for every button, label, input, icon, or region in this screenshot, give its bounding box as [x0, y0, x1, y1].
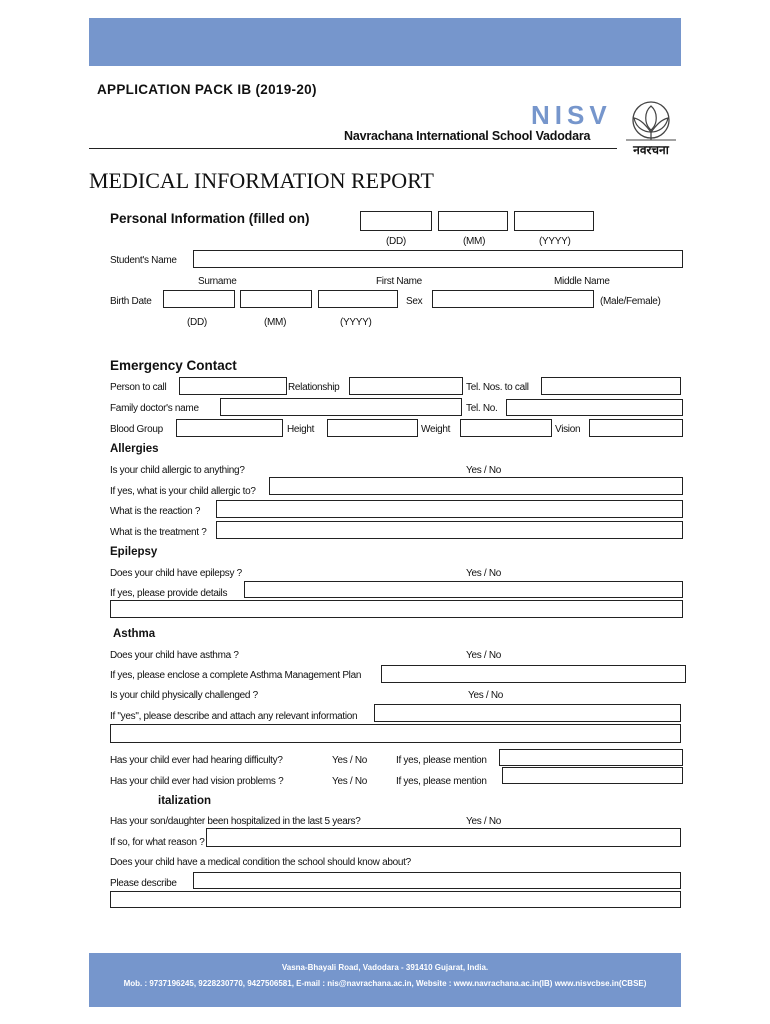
- asthma-yes-no[interactable]: Yes / No: [466, 650, 502, 661]
- relationship-field[interactable]: [349, 377, 463, 395]
- logo-script: नवरचना: [633, 143, 669, 157]
- students-name-label: Student's Name: [110, 255, 177, 266]
- first-name-label: First Name: [376, 276, 422, 287]
- epilepsy-details-label: If yes, please provide details: [110, 588, 228, 599]
- sex-field[interactable]: [432, 290, 594, 308]
- blood-group-field[interactable]: [176, 419, 283, 437]
- asthma-heading: Asthma: [113, 628, 156, 640]
- surname-label: Surname: [198, 276, 237, 287]
- birth-dd-label: (DD): [187, 317, 207, 328]
- hearing-question: Has your child ever had hearing difficulty?: [110, 755, 283, 766]
- students-name-field[interactable]: [193, 250, 683, 268]
- birth-date-label: Birth Date: [110, 296, 152, 307]
- height-field[interactable]: [327, 419, 418, 437]
- allergic-to-label: If yes, what is your child allergic to?: [110, 486, 256, 497]
- footer-address: Vasna-Bhayali Road, Vadodara - 391410 Gujarat, India.: [281, 963, 489, 972]
- epilepsy-question: Does your child have epilepsy ?: [110, 568, 242, 579]
- reaction-field[interactable]: [216, 500, 683, 518]
- logo: [620, 98, 682, 160]
- physically-challenged-question: Is your child physically challenged ?: [110, 690, 258, 701]
- describe-attach-label: If "yes", please describe and attach any relevant information: [110, 711, 358, 722]
- hearing-mention-field[interactable]: [499, 749, 683, 766]
- tel-nos-field[interactable]: [541, 377, 681, 395]
- footer-banner: [89, 953, 681, 1007]
- height-label: Height: [287, 424, 315, 435]
- personal-heading: Personal Information (filled on): [110, 211, 310, 226]
- middle-name-label: Middle Name: [554, 276, 610, 287]
- birth-mm-label: (MM): [264, 317, 287, 328]
- allergic-question: Is your child allergic to anything?: [110, 465, 245, 476]
- person-to-call-label: Person to call: [110, 382, 167, 393]
- asthma-plan-field[interactable]: [381, 665, 686, 683]
- blood-group-label: Blood Group: [110, 424, 163, 435]
- allergic-to-field[interactable]: [269, 477, 683, 495]
- birth-yyyy-field[interactable]: [318, 290, 398, 308]
- vision-yes-no[interactable]: Yes / No: [332, 776, 368, 787]
- asthma-question: Does your child have asthma ?: [110, 650, 239, 661]
- vision-mention-field[interactable]: [502, 767, 683, 784]
- mm-label: (MM): [463, 236, 486, 247]
- vision-mention-label: If yes, please mention: [396, 776, 487, 787]
- vision-field[interactable]: [589, 419, 683, 437]
- filled-on-mm-field[interactable]: [438, 211, 508, 231]
- hearing-mention-label: If yes, please mention: [396, 755, 487, 766]
- birth-mm-field[interactable]: [240, 290, 312, 308]
- birth-yyyy-label: (YYYY): [340, 317, 372, 328]
- family-doctor-label: Family doctor's name: [110, 403, 199, 414]
- person-to-call-field[interactable]: [179, 377, 287, 395]
- weight-field[interactable]: [460, 419, 552, 437]
- form-title: MEDICAL INFORMATION REPORT: [89, 168, 434, 193]
- treatment-label: What is the treatment ?: [110, 527, 207, 538]
- vision-question: Has your child ever had vision problems ?: [110, 776, 284, 787]
- header-rule: [89, 148, 617, 149]
- physically-challenged-yes-no[interactable]: Yes / No: [468, 690, 504, 701]
- filled-on-yyyy-field[interactable]: [514, 211, 594, 231]
- footer-contact: Mob. : 9737196245, 9228230770, 9427506581, E-mail : nis@navrachana.ac.in, Website : www.navrachana.ac.in(IB) www.nisvcbse.in(CBSE): [123, 979, 647, 988]
- male-female-label: (Male/Female): [600, 296, 661, 307]
- yyyy-label: (YYYY): [539, 236, 571, 247]
- tel-nos-label: Tel. Nos. to call: [466, 382, 529, 393]
- tel-no-field[interactable]: [506, 399, 683, 416]
- medical-condition-question: Does your child have a medical condition the school should know about?: [110, 857, 411, 868]
- allergies-heading: Allergies: [110, 443, 159, 455]
- epilepsy-details-field[interactable]: [244, 581, 683, 598]
- sex-label: Sex: [406, 296, 423, 307]
- describe-field-2[interactable]: [110, 891, 681, 908]
- dd-label: (DD): [386, 236, 406, 247]
- vision-label: Vision: [555, 424, 581, 435]
- relationship-label: Relationship: [288, 382, 340, 393]
- hospitalized-yes-no[interactable]: Yes / No: [466, 816, 502, 827]
- brand-name: NISV: [531, 100, 612, 130]
- tel-no-label: Tel. No.: [466, 403, 498, 414]
- describe-attach-field-2[interactable]: [110, 724, 681, 743]
- weight-label: Weight: [421, 424, 451, 435]
- family-doctor-field[interactable]: [220, 398, 462, 416]
- reaction-label: What is the reaction ?: [110, 506, 201, 517]
- hearing-yes-no[interactable]: Yes / No: [332, 755, 368, 766]
- allergic-yes-no[interactable]: Yes / No: [466, 465, 502, 476]
- asthma-plan-label: If yes, please enclose a complete Asthma Management Plan: [110, 670, 362, 681]
- describe-field[interactable]: [193, 872, 681, 889]
- please-describe-label: Please describe: [110, 878, 177, 889]
- describe-attach-field[interactable]: [374, 704, 681, 722]
- school-name: Navrachana International School Vadodara: [344, 129, 591, 143]
- reason-label: If so, for what reason ?: [110, 837, 205, 848]
- treatment-field[interactable]: [216, 521, 683, 539]
- epilepsy-yes-no[interactable]: Yes / No: [466, 568, 502, 579]
- epilepsy-heading: Epilepsy: [110, 546, 158, 558]
- hospitalized-question: Has your son/daughter been hospitalized in the last 5 years?: [110, 816, 361, 827]
- birth-dd-field[interactable]: [163, 290, 235, 308]
- hospitalization-heading: italization: [158, 795, 212, 807]
- header-banner: [89, 18, 681, 66]
- reason-field[interactable]: [206, 828, 681, 847]
- pack-title: APPLICATION PACK IB (2019-20): [97, 82, 317, 97]
- filled-on-dd-field[interactable]: [360, 211, 432, 231]
- emergency-heading: Emergency Contact: [110, 358, 237, 373]
- epilepsy-details-field-2[interactable]: [110, 600, 683, 618]
